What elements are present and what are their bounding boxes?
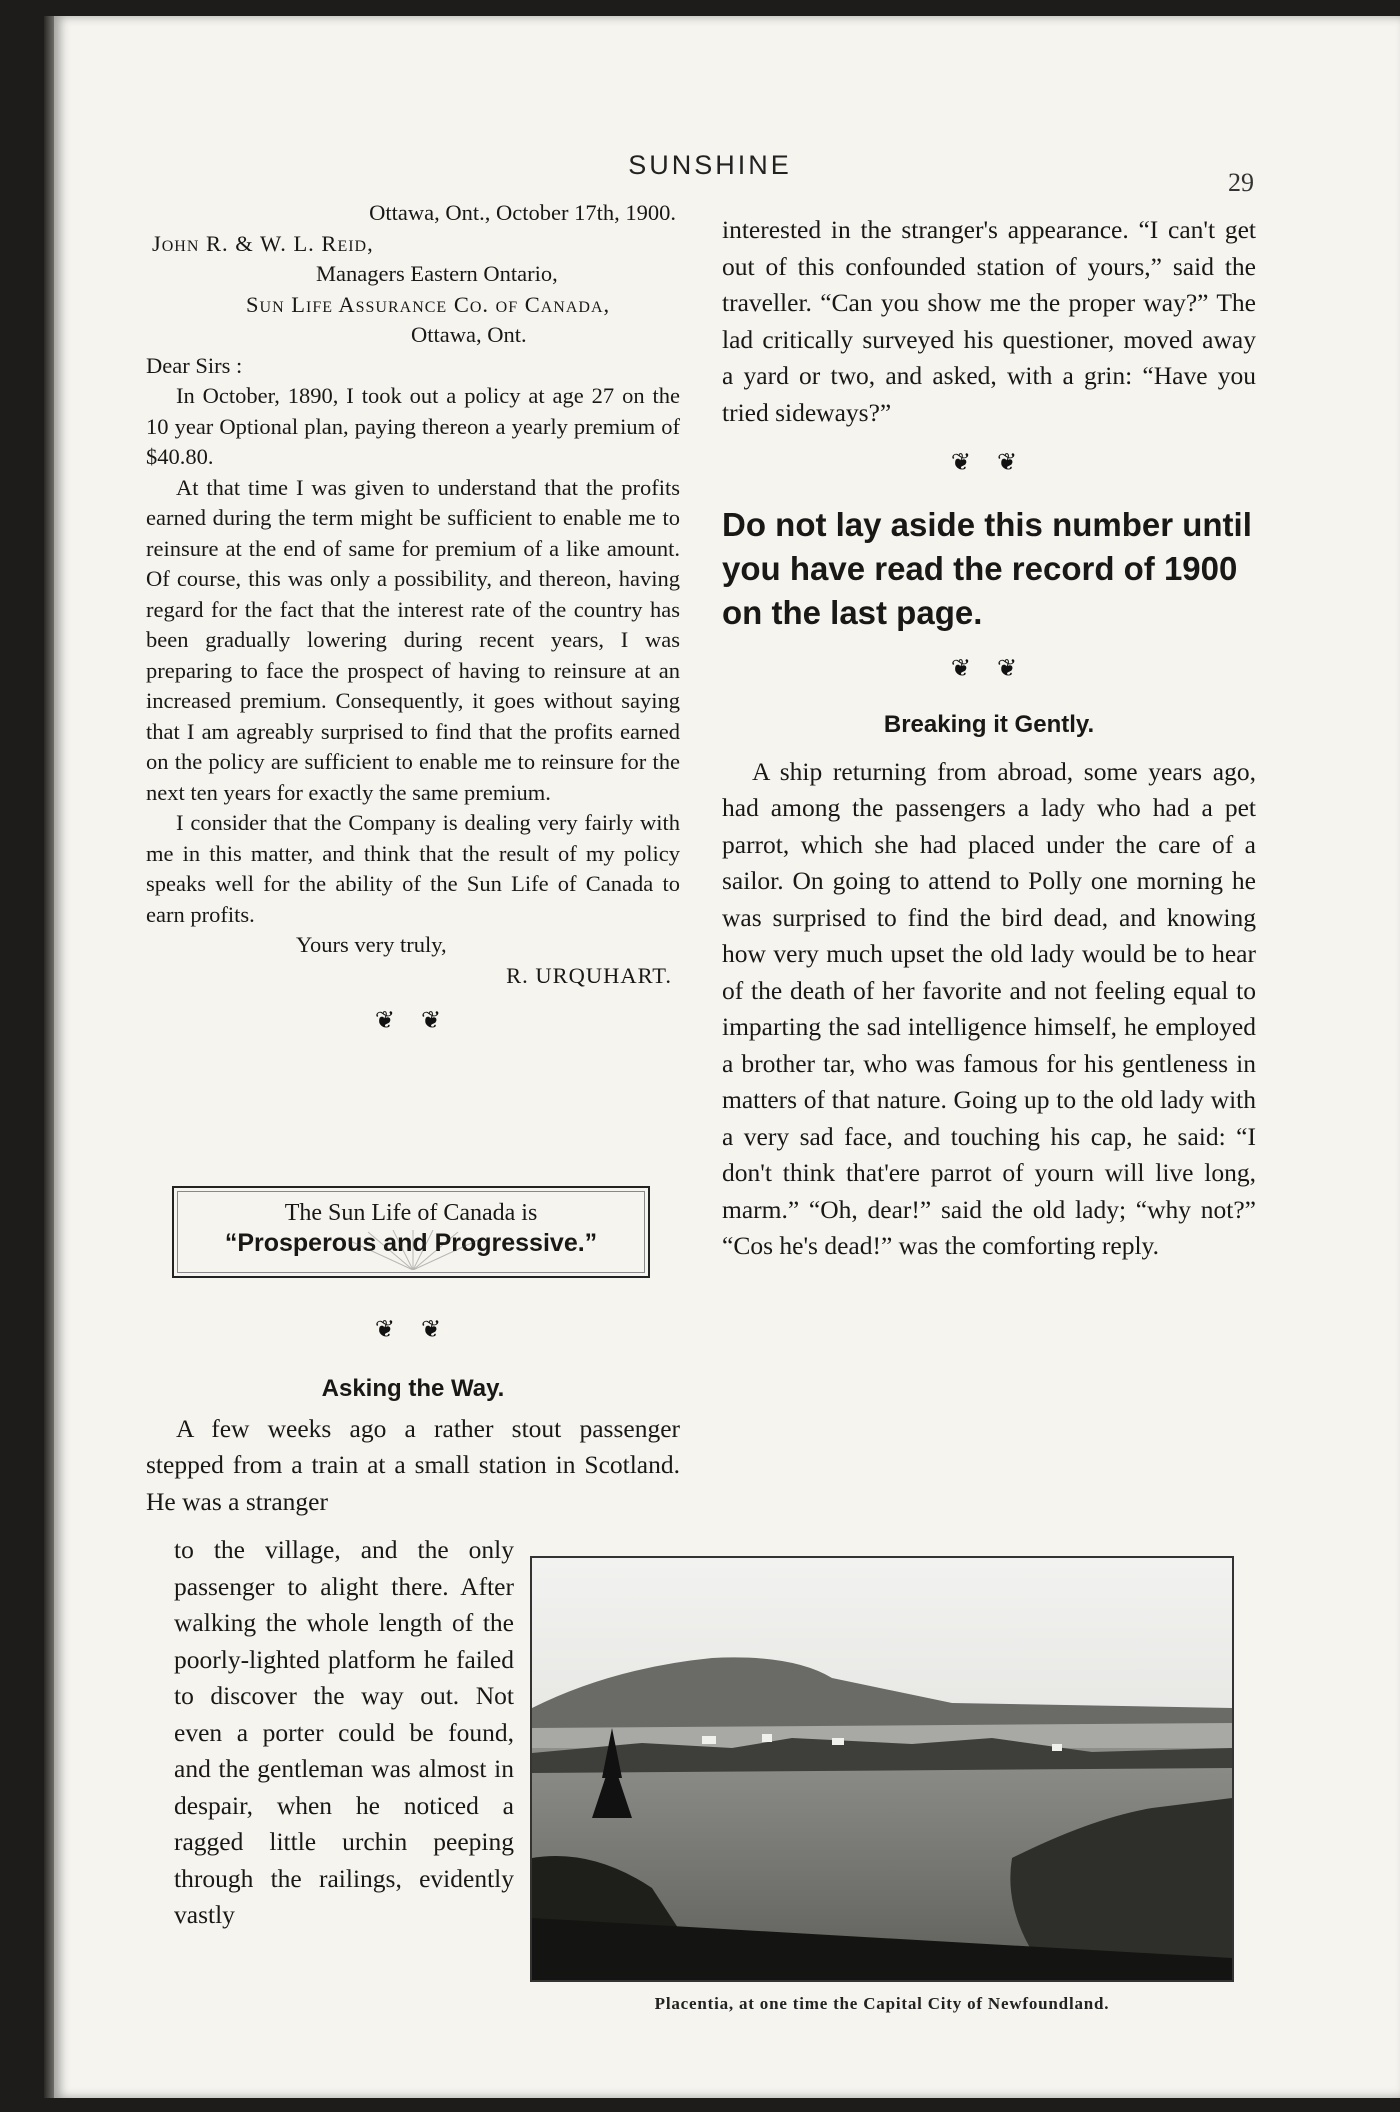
asking-paragraph-wide: A few weeks ago a rather stout passenger stepped from a train at a small station in Scotland. He was a stranger (146, 1413, 680, 1516)
letter-date: Ottawa, Ont., October 17th, 1900. (369, 200, 676, 225)
letter-paragraph: In October, 1890, I took out a policy at age 27 on the 10 year Optional plan, paying thereon a yearly premium of $40.80. (146, 383, 680, 469)
placentia-photo (530, 1556, 1234, 1982)
asking-heading: Asking the Way. (321, 1375, 505, 1402)
asking-paragraph-narrow: to the village, and the only passenger to alight there. After walking the whole length of the poorly-lighted platform he failed to discover the way out. Not even a porter could be found, and the gentleman was almost in despair, when he noticed a ragged little urchin peeping through the railings, evidently vastly (174, 1535, 514, 1929)
running-title: SUNSHINE (628, 150, 792, 180)
asking-section (146, 1310, 680, 1520)
left-column (146, 198, 680, 1041)
letter-closing: Yours very truly, (296, 932, 447, 957)
ornament-divider: ❦ ❦ (374, 1317, 452, 1343)
sunburst-icon (338, 1230, 488, 1270)
letter-role: Managers Eastern Ontario, (316, 261, 558, 286)
banner-line-1: The Sun Life of Canada is (284, 1200, 538, 1226)
last-page-notice: Do not lay aside this number until you have read the record of 1900 on the last page. (722, 506, 1252, 631)
photo-caption: Placentia, at one time the Capital City of Newfoundland. (654, 1994, 1110, 2013)
letter-addressee: John R. & W. L. Reid, (152, 230, 374, 256)
sun-life-banner (172, 1186, 650, 1278)
right-column (722, 212, 1256, 1265)
letter-company: Sun Life Assurance Co. of Canada, (246, 291, 611, 317)
ornament-divider: ❦ ❦ (374, 1008, 452, 1034)
letter-paragraph: At that time I was given to understand that the profits earned during the term might be sufficient to enable me to reinsure at the end of same for premium of a like amount. Of course, this was only a possibility, and thereon, having regard for the fact that the interest rate of the country has been gradually lowering during recent years, I was preparing to face the prospect of having to reinsure at an increased premium. Consequently, it goes without saying that I am agreably surprised to find that the profits earned on the policy are sufficient to enable me to reinsure for the next ten years for exactly the same premium. (146, 474, 680, 805)
breaking-paragraph: A ship returning from abroad, some years ago, had among the passengers a lady who had a pet parrot, which she had placed under the care of a sailor. On going to attend to Polly one morning he was surprised to find the bird dead, and knowing how very much upset the old lady would be to hear of the death of her favorite and not feeling equal to imparting the sad intelligence himself, he employed a brother tar, who was famous for his gentleness in matters of that nature. Going up to the old lady with a very sad face, and touching his cap, he said: “I don't think that'ere parrot of yourn will live long, marm.” “Oh, dear!” said the old lady; “why not?” “Cos he's dead!” was the comforting reply. (722, 756, 1256, 1260)
page-number: 29 (1228, 168, 1254, 197)
letter-signature: R. URQUHART. (506, 962, 672, 988)
landscape-photo-image (532, 1558, 1232, 1980)
asking-narrow-column (174, 1532, 514, 1934)
banner-line-2: “Prosperous and Progressive.” (224, 1229, 598, 1257)
letter-paragraph: I consider that the Company is dealing very fairly with me in this matter, and think that the result of my policy speaks well for the ability of the Sun Life of Canada to earn profits. (146, 810, 680, 927)
breaking-heading: Breaking it Gently. (883, 711, 1095, 738)
letter-salutation: Dear Sirs : (146, 352, 243, 378)
letter-city: Ottawa, Ont. (411, 322, 527, 347)
ornament-divider: ❦ ❦ (950, 656, 1028, 682)
ornament-divider: ❦ ❦ (950, 450, 1028, 476)
asking-continued: interested in the stranger's appearance. “I can't get out of this confounded station of yours,” said the traveller. “Can you show me the proper way?” The lad critically surveyed his questioner, moved away a yard or two, and asked, with a grin: “Have you tried sideways?” (722, 215, 1256, 427)
